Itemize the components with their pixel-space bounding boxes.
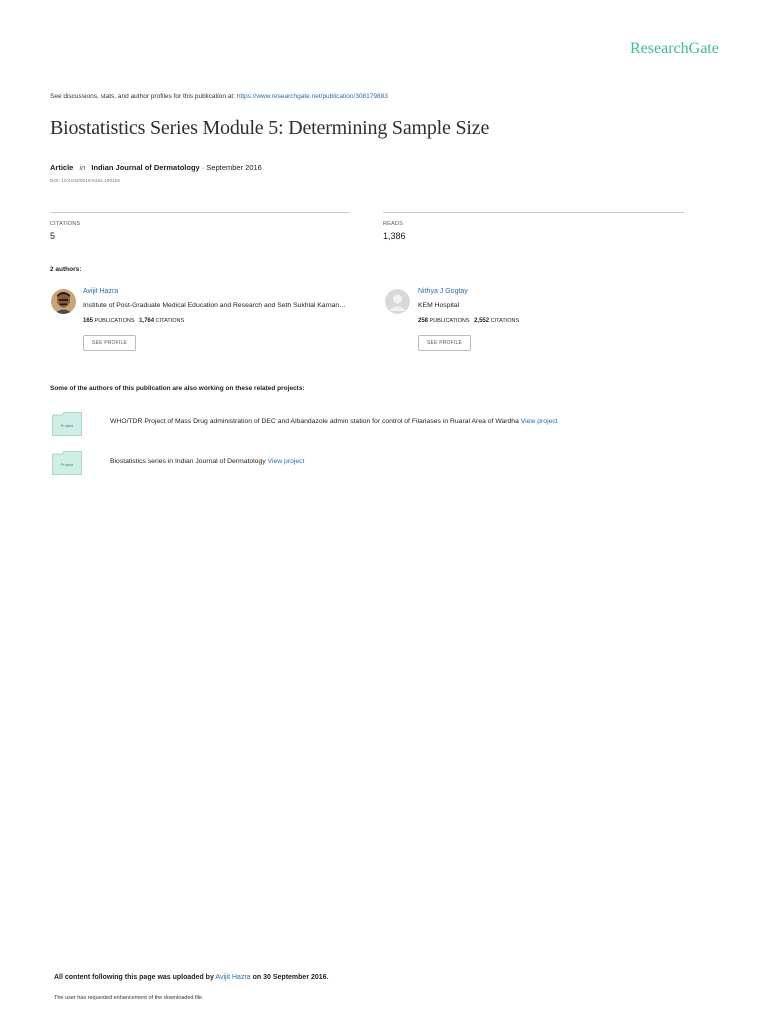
author-institution: KEM Hospital <box>418 302 460 309</box>
see-profile-button[interactable]: SEE PROFILE <box>83 335 136 351</box>
citations-label: CITATIONS <box>155 318 185 324</box>
download-note: The user has requested enhancement of the downloaded file. <box>54 995 204 1001</box>
publication-url-link[interactable]: https://www.researchgate.net/publication/308179883 <box>236 93 388 100</box>
see-profile-button[interactable]: SEE PROFILE <box>418 335 471 351</box>
project-folder-icon <box>52 451 82 475</box>
author-stats <box>418 318 519 324</box>
avatar[interactable] <box>385 289 410 314</box>
publication-date: · September 2016 <box>201 163 262 172</box>
citations-label: CITATIONS <box>490 318 520 324</box>
publications-label: PUBLICATIONS <box>94 318 135 324</box>
author-name[interactable]: Avijit Hazra <box>83 288 119 295</box>
project-folder-icon <box>52 412 82 436</box>
article-in-word: in <box>79 163 86 172</box>
list-item <box>110 418 558 425</box>
project-title: WHO/TDR Project of Mass Drug administration of DEC and Albandazole admin station for control of Filariases in Ruaral Area of Wardha <box>110 418 519 425</box>
author-name[interactable]: Nithya J Gogtay <box>418 288 468 295</box>
article-info <box>50 163 262 172</box>
journal-name: Indian Journal of Dermatology <box>91 163 200 172</box>
author-institution: Institute of Post-Graduate Medical Education and Research and Seth Sukhlal Karnan… <box>83 302 346 309</box>
researchgate-logo[interactable]: ResearchGate <box>630 40 719 57</box>
citations-label: CITATIONS <box>50 221 81 227</box>
upload-notice <box>54 974 329 981</box>
project-icon-label: Project <box>60 423 74 428</box>
author-photo-icon <box>51 289 76 314</box>
reads-value: 1,386 <box>383 231 406 241</box>
page-title: Biostatistics Series Module 5: Determining Sample Size <box>50 117 490 139</box>
view-project-link[interactable]: View project <box>520 418 558 425</box>
publications-count: 165 <box>83 318 94 324</box>
upload-suffix: on 30 September 2016. <box>252 974 329 981</box>
default-avatar-icon <box>385 289 410 314</box>
article-type: Article <box>50 163 74 172</box>
project-title: Biostatistics series in Indian Journal of Dermatology <box>110 458 266 465</box>
doi: DOI: 10.4103/0019-5154.190119 <box>50 179 120 184</box>
reads-divider <box>383 212 684 213</box>
author-stats <box>83 318 184 324</box>
citations-divider <box>50 212 350 213</box>
citations-count: 1,764 <box>139 318 155 324</box>
see-discussions-text: See discussions, stats, and author profiles for this publication at: <box>50 93 235 100</box>
publications-count: 258 <box>418 318 429 324</box>
reads-label: READS <box>383 221 403 227</box>
list-item <box>110 458 304 465</box>
publications-label: PUBLICATIONS <box>429 318 470 324</box>
authors-heading: 2 authors: <box>50 266 82 273</box>
avatar[interactable] <box>51 289 76 314</box>
citations-value: 5 <box>50 231 56 241</box>
related-projects-heading: Some of the authors of this publication are also working on these related projects: <box>50 385 305 392</box>
citations-count: 2,552 <box>474 318 490 324</box>
view-project-link[interactable]: View project <box>267 458 305 465</box>
upload-prefix: All content following this page was uploaded by <box>54 974 214 981</box>
uploader-link[interactable]: Avijit Hazra <box>215 974 251 981</box>
project-icon-label: Project <box>60 462 74 467</box>
publication-source-line <box>50 93 388 100</box>
